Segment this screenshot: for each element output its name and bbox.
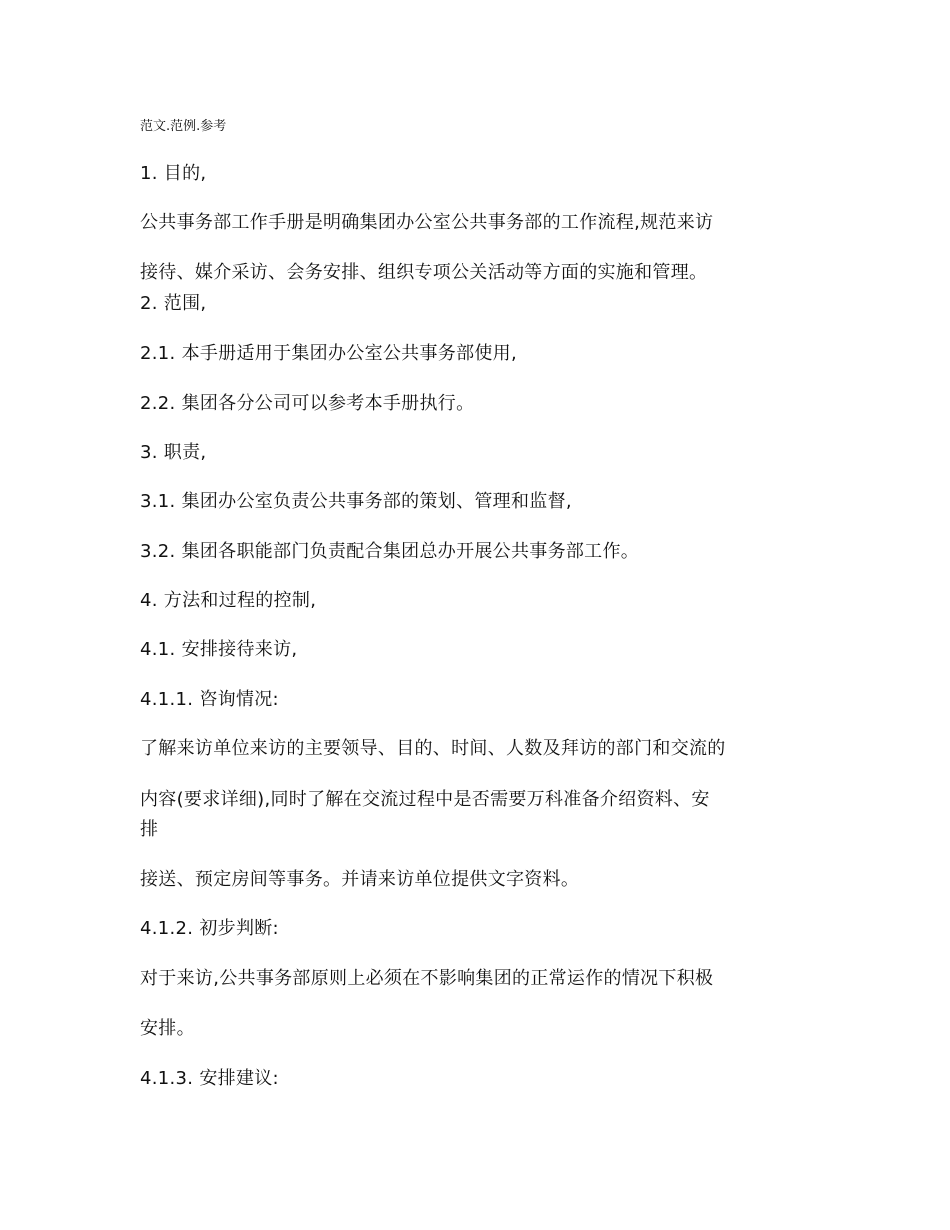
subsection-heading: 4.1.2. 初步判断:: [140, 918, 279, 939]
paragraph-line: 3.2. 集团各职能部门负责配合集团总办开展公共事务部工作。: [140, 541, 640, 562]
page-header: 范文.范例.参考: [140, 119, 227, 134]
section-heading-4: 4. 方法和过程的控制,: [140, 590, 317, 611]
subsection-heading: 4.1.3. 安排建议:: [140, 1068, 279, 1089]
paragraph-line: 排: [140, 819, 159, 840]
paragraph-line: 了解来访单位来访的主要领导、目的、时间、人数及拜访的部门和交流的: [140, 738, 726, 759]
paragraph-line: 2.1. 本手册适用于集团办公室公共事务部使用,: [140, 343, 517, 364]
paragraph-line: 对于来访,公共事务部原则上必须在不影响集团的正常运作的情况下积极: [140, 968, 714, 989]
paragraph-line: 内容(要求详细),同时了解在交流过程中是否需要万科准备介绍资料、安: [140, 789, 710, 810]
paragraph-line: 3.1. 集团办公室负责公共事务部的策划、管理和监督,: [140, 491, 572, 512]
section-heading-1: 1. 目的,: [140, 163, 207, 184]
paragraph-line: 2.2. 集团各分公司可以参考本手册执行。: [140, 393, 475, 414]
paragraph-line: 安排。: [140, 1018, 195, 1039]
section-heading-2: 2. 范围,: [140, 293, 207, 314]
paragraph-line: 公共事务部工作手册是明确集团办公室公共事务部的工作流程,规范来访: [140, 212, 714, 233]
paragraph-line: 接待、媒介采访、会务安排、组织专项公关活动等方面的实施和管理。: [140, 262, 708, 283]
paragraph-line: 接送、预定房间等事务。并请来访单位提供文字资料。: [140, 869, 580, 890]
subsection-heading: 4.1. 安排接待来访,: [140, 639, 298, 660]
subsection-heading: 4.1.1. 咨询情况:: [140, 689, 279, 710]
section-heading-3: 3. 职责,: [140, 442, 207, 463]
